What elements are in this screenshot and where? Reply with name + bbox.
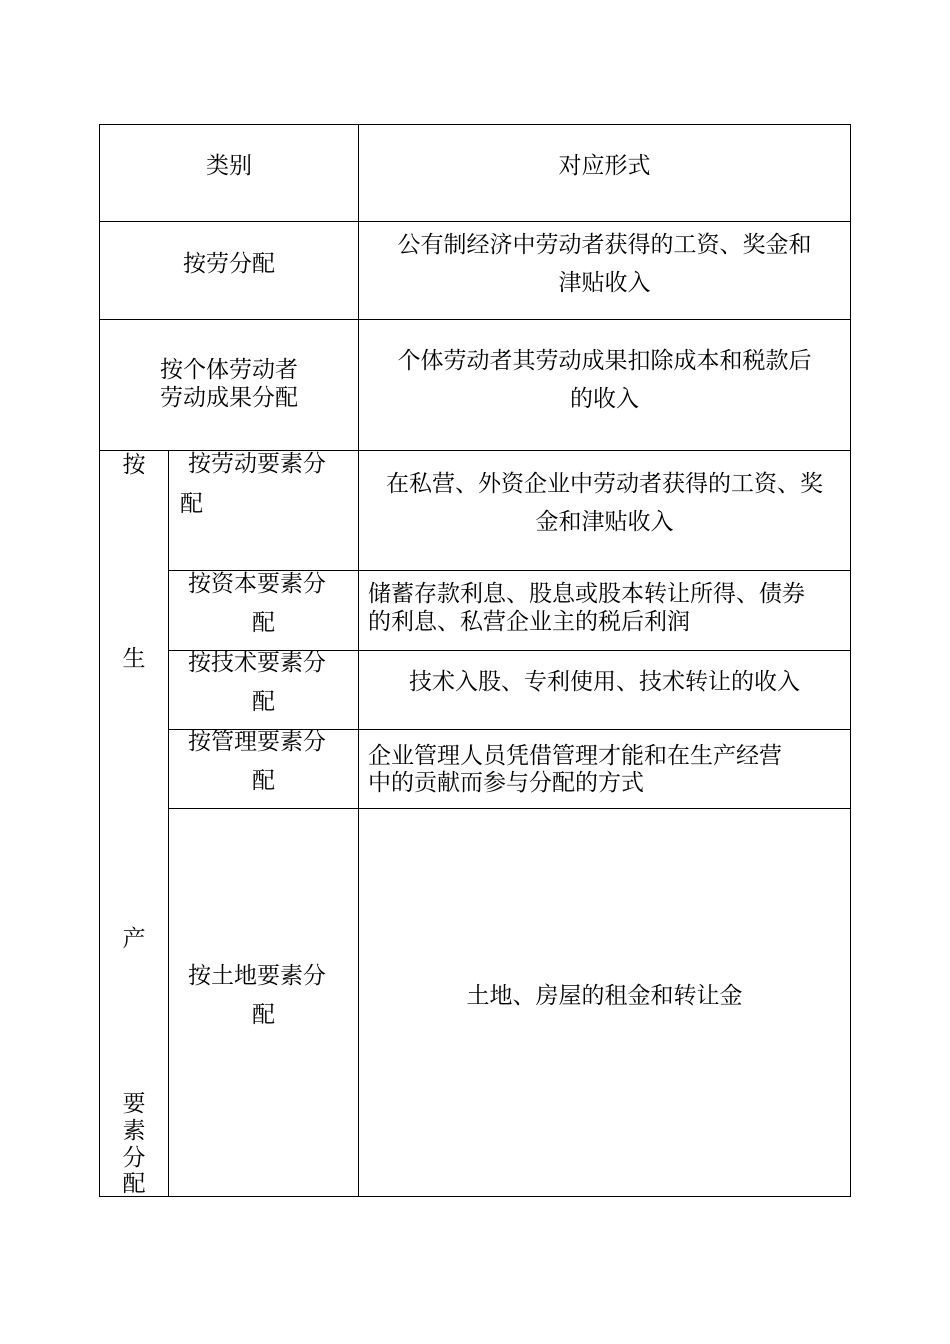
row-individual-category: 劳动成果分配 xyxy=(160,385,298,411)
subrow-category: 配 xyxy=(252,768,275,794)
group-label-char: 要 xyxy=(122,1091,146,1117)
subrow-form: 土地、房屋的租金和转让金 xyxy=(466,983,743,1009)
subrow-category: 按资本要素分 xyxy=(188,571,326,597)
group-label-char: 素 xyxy=(122,1118,146,1144)
row-divider xyxy=(99,221,851,222)
group-label-char: 产 xyxy=(122,926,146,952)
subrow-form: 技术入股、专利使用、技术转让的收入 xyxy=(409,669,800,695)
group-column-divider xyxy=(168,450,169,1197)
table-border-top xyxy=(99,124,851,125)
subrow-category: 配 xyxy=(252,1002,275,1028)
subrow-category: 配 xyxy=(180,491,203,517)
header-category: 类别 xyxy=(206,153,252,179)
subrow-form: 在私营、外资企业中劳动者获得的工资、奖 xyxy=(386,471,823,497)
subrow-category: 配 xyxy=(252,610,275,636)
subrow-form: 的利息、私营企业主的税后利润 xyxy=(368,609,690,635)
row-individual-form: 的收入 xyxy=(570,386,639,412)
subrow-form: 企业管理人员凭借管理才能和在生产经营 xyxy=(368,743,782,769)
table-border-right xyxy=(850,124,851,1197)
row-divider xyxy=(168,808,851,809)
subrow-form: 中的贡献而参与分配的方式 xyxy=(368,770,644,796)
header-form: 对应形式 xyxy=(558,153,651,179)
group-label-char: 按 xyxy=(122,452,146,478)
row-labor-form: 公有制经济中劳动者获得的工资、奖金和 xyxy=(397,232,812,258)
group-label-char: 生 xyxy=(122,646,146,672)
row-divider xyxy=(99,319,851,320)
subrow-category: 按土地要素分 xyxy=(188,963,326,989)
subrow-category: 按劳动要素分 xyxy=(188,451,326,477)
subrow-form: 储蓄存款利息、股息或股本转让所得、债券 xyxy=(368,581,805,607)
subrow-category: 配 xyxy=(252,689,275,715)
row-labor-form: 津贴收入 xyxy=(558,270,651,296)
row-individual-form: 个体劳动者其劳动成果扣除成本和税款后 xyxy=(397,348,812,374)
group-label-char: 分 xyxy=(122,1145,146,1171)
row-individual-category: 按个体劳动者 xyxy=(160,357,298,383)
group-label-char: 配 xyxy=(122,1171,146,1197)
row-labor-category: 按劳分配 xyxy=(183,251,275,277)
table-border-bottom xyxy=(99,1196,851,1197)
subrow-category: 按管理要素分 xyxy=(188,729,326,755)
subrow-form: 金和津贴收入 xyxy=(535,509,674,535)
subrow-category: 按技术要素分 xyxy=(188,650,326,676)
